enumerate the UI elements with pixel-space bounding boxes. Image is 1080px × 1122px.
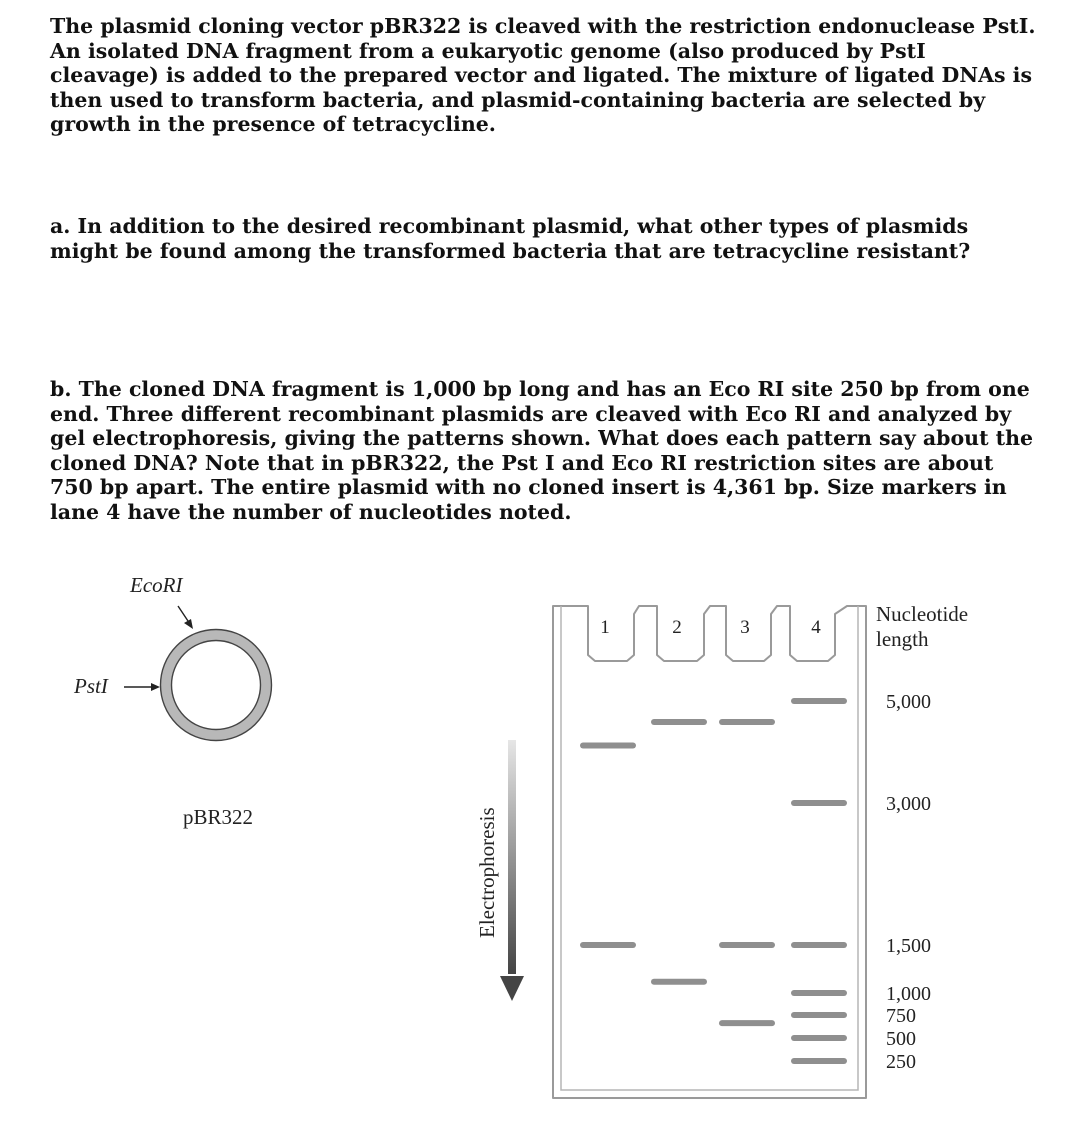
size-header-line1: Nucleotide	[876, 602, 969, 626]
lane-label-3: 3	[740, 617, 750, 638]
gel-outline	[553, 606, 866, 1098]
question-part-b: b. The cloned DNA fragment is 1,000 bp long and has an Eco RI site 250 bp from one end. Three different recombinant plasmids are cleaved with Eco RI and analyzed by gel electrophoresis, giving the patterns shown. What does each pattern say about the cloned DNA? Note that in pBR322, the Pst I and Eco RI restriction sites are about 750 bp apart. The entire plasmid with no cloned insert is 4,361 bp. Size markers in lane 4 have the number of nucleotides noted.	[50, 377, 1034, 524]
marker-size-label: 3,000	[886, 793, 931, 815]
electrophoresis-arrow-shaft	[508, 740, 516, 974]
psti-arrow	[124, 683, 160, 691]
question-part-a: a. In addition to the desired recombinant plasmid, what other types of plasmids might be found among the transformed bacteria that are tetracycline resistant?	[50, 214, 971, 263]
figure	[0, 560, 1080, 1122]
electrophoresis-label: Electrophoresis	[475, 807, 499, 938]
plasmid-ring-inner-edge	[172, 641, 261, 730]
question-intro: The plasmid cloning vector pBR322 is cleaved with the restriction endonuclease PstI. An isolated DNA fragment from a eukaryotic genome (also produced by PstI cleavage) is added to the prepared vector and ligated. The mixture of ligated DNAs is then used to transform bacteria, and plasmid-containing bacteria are selected by growth in the presence of tetracycline.	[50, 14, 1036, 137]
plasmid-ring	[166, 635, 266, 735]
psti-label: PstI	[74, 674, 108, 698]
ecori-label: EcoRI	[130, 573, 183, 597]
gel	[553, 602, 968, 1098]
marker-size-label: 250	[886, 1051, 916, 1073]
plasmid-diagram	[73, 573, 272, 829]
lane-label-4: 4	[811, 617, 821, 638]
lane-label-2: 2	[672, 617, 682, 638]
plasmid-name: pBR322	[183, 805, 254, 829]
lane-label-1: 1	[600, 617, 610, 638]
size-header-line2: length	[876, 627, 929, 651]
marker-size-label: 500	[886, 1028, 916, 1050]
electrophoresis-arrow-head	[500, 976, 524, 1001]
marker-size-label: 750	[886, 1005, 916, 1027]
electrophoresis-direction	[475, 740, 524, 1001]
marker-size-label: 1,000	[886, 983, 931, 1005]
plasmid-ring-outer-edge	[161, 630, 272, 741]
ecori-arrow	[178, 606, 193, 629]
marker-size-label: 1,500	[886, 935, 931, 957]
marker-size-label: 5,000	[886, 691, 931, 713]
